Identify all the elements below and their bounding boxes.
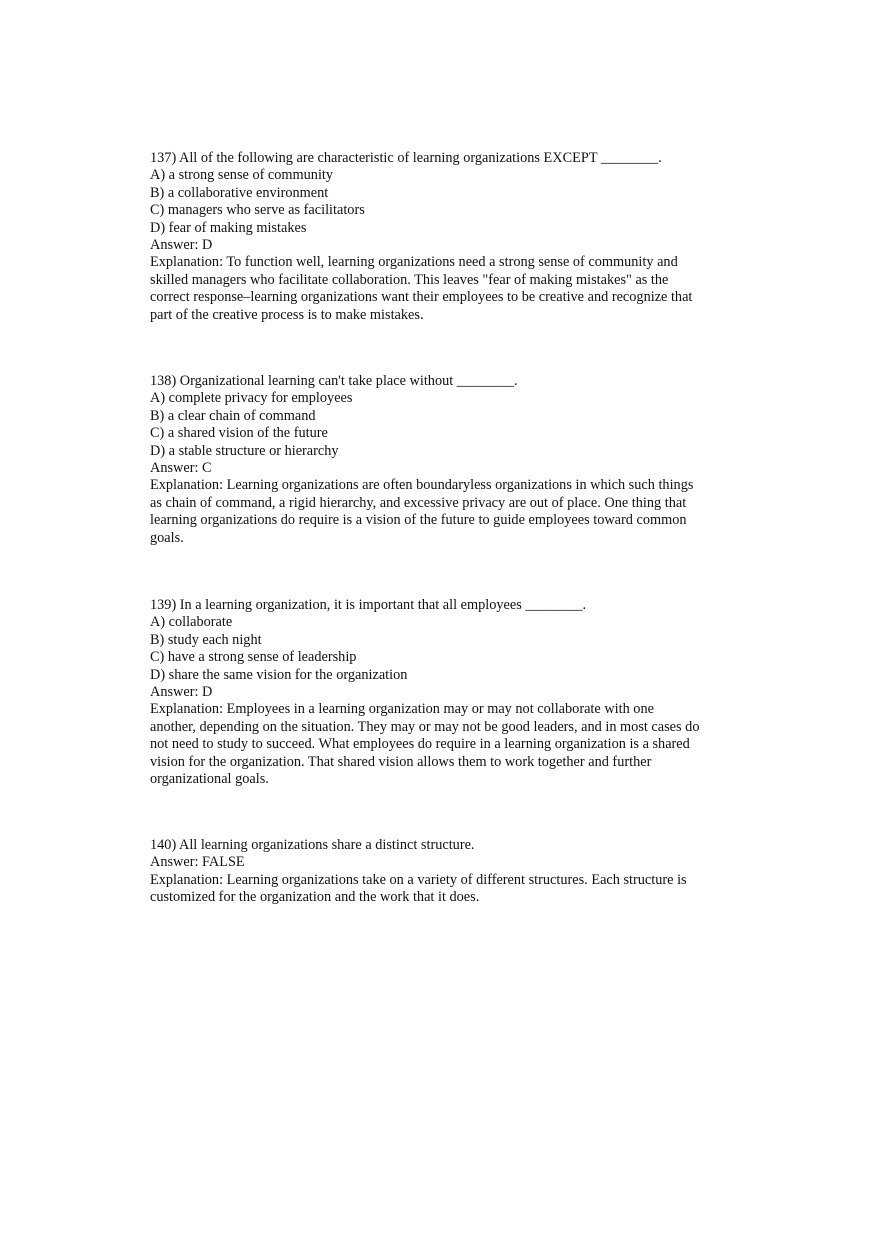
- option-b: B) a clear chain of command: [150, 407, 316, 424]
- option-b: B) a collaborative environment: [150, 184, 329, 201]
- question-stem: 137) All of the following are characteristic of learning organizations EXCEPT ________.: [150, 150, 662, 166]
- option-c: C) managers who serve as facilitators: [150, 202, 365, 219]
- question-138: [150, 373, 740, 547]
- answer-line: Answer: C: [150, 460, 212, 477]
- option-a: A) a strong sense of community: [150, 167, 334, 184]
- question-137: [150, 150, 740, 324]
- answer-line: Answer: FALSE: [150, 854, 245, 871]
- explanation-line: organizational goals.: [150, 771, 269, 788]
- explanation-line: learning organizations do require is a vision of the future to guide employees toward common: [150, 512, 687, 529]
- option-d: D) share the same vision for the organization: [150, 666, 408, 683]
- explanation-line: correct response–learning organizations want their employees to be creative and recognize that: [150, 289, 693, 306]
- question-140: [150, 837, 740, 907]
- option-c: C) a shared vision of the future: [150, 425, 328, 442]
- explanation-line: skilled managers who facilitate collaboration. This leaves "fear of making mistakes" as the: [150, 271, 669, 288]
- option-d: D) a stable structure or hierarchy: [150, 442, 339, 459]
- explanation-line: customized for the organization and the work that it does.: [150, 889, 480, 906]
- question-stem: 138) Organizational learning can't take place without ________.: [150, 373, 518, 389]
- explanation-line: goals.: [150, 529, 184, 546]
- explanation-line: another, depending on the situation. They may or may not be good leaders, and in most cases do: [150, 718, 700, 735]
- option-d: D) fear of making mistakes: [150, 219, 307, 236]
- answer-line: Answer: D: [150, 237, 213, 254]
- option-a: A) collaborate: [150, 614, 233, 631]
- explanation-line: Explanation: Learning organizations are often boundaryless organizations in which such things: [150, 477, 694, 494]
- explanation-line: Explanation: To function well, learning organizations need a strong sense of community and: [150, 254, 678, 271]
- question-stem: 140) All learning organizations share a distinct structure.: [150, 837, 475, 853]
- question-stem: 139) In a learning organization, it is important that all employees ________.: [150, 597, 587, 613]
- option-a: A) complete privacy for employees: [150, 390, 353, 407]
- answer-line: Answer: D: [150, 684, 213, 701]
- option-c: C) have a strong sense of leadership: [150, 649, 357, 666]
- explanation-line: vision for the organization. That shared vision allows them to work together and further: [150, 753, 652, 770]
- question-139: [150, 597, 740, 788]
- explanation-line: Explanation: Learning organizations take on a variety of different structures. Each structure is: [150, 871, 687, 888]
- explanation-line: as chain of command, a rigid hierarchy, and excessive privacy are out of place. One thing that: [150, 494, 687, 511]
- option-b: B) study each night: [150, 631, 262, 648]
- explanation-line: not need to study to succeed. What employees do require in a learning organization is a shared: [150, 736, 690, 753]
- explanation-line: Explanation: Employees in a learning organization may or may not collaborate with one: [150, 701, 654, 718]
- explanation-line: part of the creative process is to make mistakes.: [150, 306, 424, 323]
